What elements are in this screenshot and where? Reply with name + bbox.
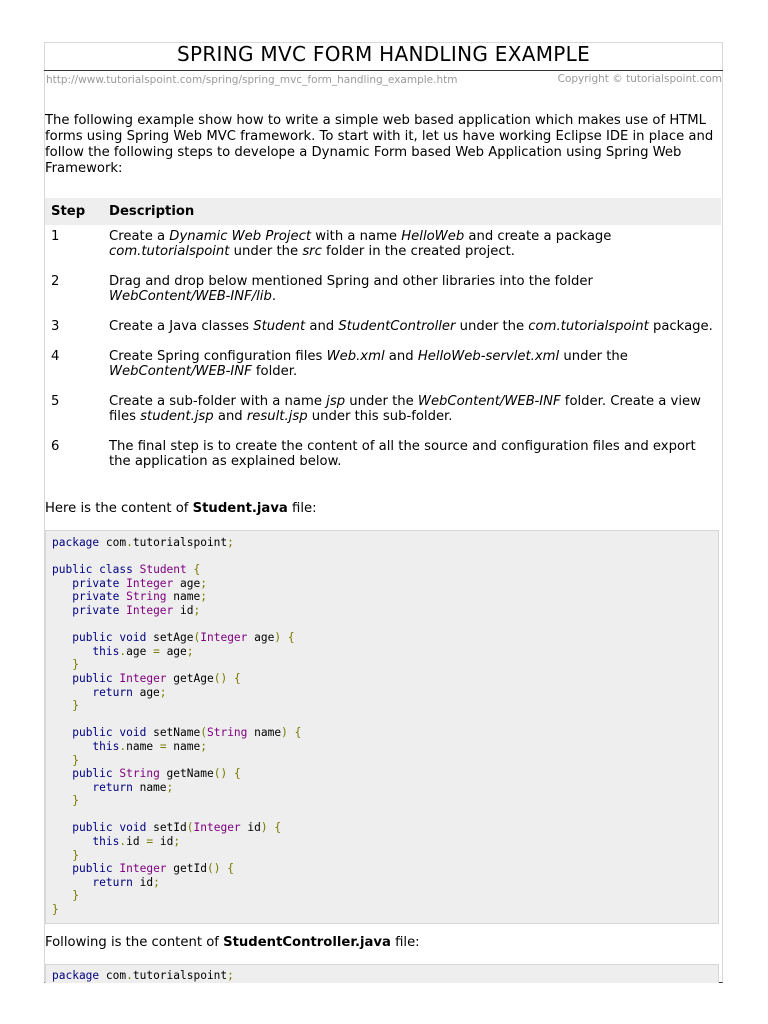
- code-line: public void setId(Integer id) {: [72, 821, 282, 835]
- code-line: public String getName() {: [72, 767, 241, 781]
- step-description: Create a sub-folder with a name jsp under the WebContent/WEB-INF folder. Create a view files student.jsp and result.jsp under this sub-folder.: [109, 394, 701, 424]
- code-line: }: [72, 848, 79, 862]
- code-line: public void setName(String name) {: [72, 726, 302, 740]
- code-line: }: [52, 903, 59, 917]
- code-line: return age;: [92, 685, 167, 699]
- code-line: }: [72, 889, 79, 903]
- table-row: [45, 315, 721, 345]
- description-column-header: Description: [103, 198, 721, 225]
- code-line: this.age = age;: [92, 644, 194, 658]
- code-line: this.id = id;: [92, 835, 181, 849]
- step-number: 6: [51, 439, 60, 454]
- code-line: package com.tutorialspoint;: [52, 969, 234, 982]
- code-line: [52, 618, 712, 632]
- table-row: [45, 435, 721, 480]
- code-line: [52, 713, 712, 727]
- table-row: [45, 225, 721, 270]
- intro-paragraph: The following example show how to write a simple web based application which makes use of HTML forms using Spring Web MVC framework. To start with it, let us have working Eclipse IDE in place and follow the following steps to develope a Dynamic Form based Web Application using Spring Web Framework:: [45, 113, 714, 176]
- code-line: private Integer id;: [72, 603, 201, 617]
- copyright-notice: Copyright © tutorialspoint.com: [557, 73, 722, 85]
- title-divider: [44, 70, 723, 71]
- step-number: 1: [51, 229, 60, 244]
- student-controller-code-block: [45, 964, 719, 983]
- table-row: [45, 345, 721, 390]
- student-controller-label: Following is the content of StudentController.java file:: [45, 935, 420, 950]
- step-description: Create a Java classes Student and StudentController under the com.tutorialspoint package.: [109, 319, 713, 334]
- code-line: }: [72, 753, 79, 767]
- code-line: public class Student {: [52, 563, 201, 577]
- step-number: 5: [51, 394, 60, 409]
- table-row: [45, 390, 721, 435]
- step-description: Create Spring configuration files Web.xml and HelloWeb-servlet.xml under the WebContent/WEB-INF folder.: [109, 349, 628, 379]
- code-line: return name;: [92, 780, 174, 794]
- code-line: public Integer getId() {: [72, 862, 234, 876]
- table-row: [45, 270, 721, 315]
- code-line: return id;: [92, 875, 160, 889]
- steps-table-header: [45, 198, 721, 225]
- steps-table-body: [45, 225, 721, 480]
- code-line: }: [72, 794, 79, 808]
- code-line: private String name;: [72, 590, 207, 604]
- code-line: [52, 808, 712, 822]
- page-title: SPRING MVC FORM HANDLING EXAMPLE: [176, 42, 591, 66]
- code-line: [52, 550, 712, 564]
- steps-table: [45, 198, 721, 480]
- source-url[interactable]: http://www.tutorialspoint.com/spring/spring_mvc_form_handling_example.htm: [46, 74, 458, 86]
- step-number: 2: [51, 274, 60, 289]
- code-line: this.name = name;: [92, 739, 207, 753]
- code-line: }: [72, 699, 79, 713]
- code-line: public void setAge(Integer age) {: [72, 631, 295, 645]
- code-line: package com.tutorialspoint;: [52, 536, 234, 549]
- step-description: The final step is to create the content of all the source and configuration files and export the application as explained below.: [109, 439, 696, 469]
- step-number: 4: [51, 349, 60, 364]
- code-line: private Integer age;: [72, 576, 207, 590]
- student-java-label: Here is the content of Student.java file:: [45, 501, 317, 516]
- step-description: Drag and drop below mentioned Spring and other libraries into the folder WebContent/WEB-INF/lib.: [109, 274, 593, 304]
- step-number: 3: [51, 319, 60, 334]
- code-line: }: [72, 658, 79, 672]
- step-description: Create a Dynamic Web Project with a name HelloWeb and create a package com.tutorialspoint under the src folder in the created project.: [109, 229, 612, 259]
- student-java-code-block: [45, 530, 719, 924]
- code-line: public Integer getAge() {: [72, 671, 241, 685]
- step-column-header: Step: [45, 198, 103, 225]
